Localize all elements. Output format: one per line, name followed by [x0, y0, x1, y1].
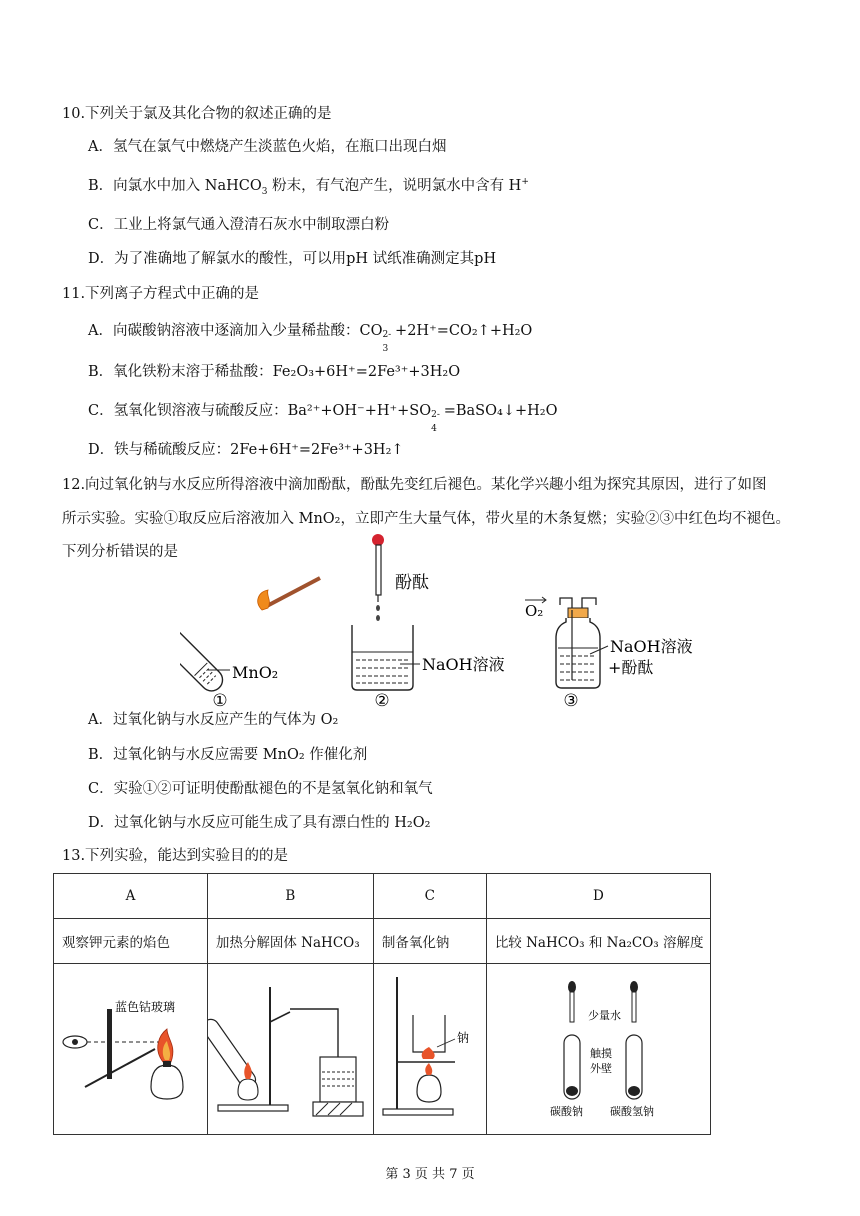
mno2-label: MnO₂: [232, 663, 279, 682]
apparatus-a: [54, 964, 208, 1135]
flame-test-icon: [55, 967, 205, 1127]
q11-stem: 11.下列离子方程式中正确的是: [62, 286, 260, 302]
q12-option-b: B．过氧化钠与水反应需要 MnO₂ 作催化剂: [88, 747, 368, 763]
q11-option-a: A．向碳酸钠溶液中逐滴加入少量稀盐酸：CO 2- 3 +2H⁺=CO₂↑+H₂O: [88, 323, 533, 354]
glowing-splint-icon: [258, 578, 320, 610]
q10-option-c: C．工业上将氯气通入澄清石灰水中制取漂白粉: [88, 217, 390, 233]
q12-stem-3: 下列分析错误的是: [62, 544, 178, 560]
purpose-c: 制备氧化钠: [373, 919, 486, 964]
phenolphthalein-label: 酚酞: [395, 573, 429, 593]
svg-text:碳酸氢钠: 碳酸氢钠: [610, 1105, 655, 1118]
purpose-a: 观察钾元素的焰色: [54, 919, 208, 964]
header-b: B: [207, 874, 373, 919]
q12-option-c: C．实验①②可证明使酚酞褪色的不是氢氧化钠和氧气: [88, 781, 433, 797]
q13-table: [53, 873, 711, 1135]
purpose-b: 加热分解固体 NaHCO₃: [207, 919, 373, 964]
o2-label: O₂: [525, 602, 544, 620]
header-d: D: [486, 874, 710, 919]
q10-option-d: D．为了准确地了解氯水的酸性，可以用pH 试纸准确测定其pH: [88, 251, 497, 267]
apparatus-b: [207, 964, 373, 1135]
svg-text:外壁: 外壁: [590, 1062, 613, 1075]
q11-option-c: C．氢氧化钡溶液与硫酸反应：Ba²⁺+OH⁻+H⁺+SO 2- 4 =BaSO₄↓+H₂O: [88, 403, 558, 434]
header-a: A: [54, 874, 208, 919]
q10-option-a: A．氢气在氯气中燃烧产生淡蓝色火焰，在瓶口出现白烟: [88, 139, 447, 155]
beaker-icon: [352, 625, 413, 690]
svg-text:触摸: 触摸: [590, 1047, 613, 1060]
apparatus-d: [486, 964, 710, 1135]
apparatus-c: [373, 964, 486, 1135]
q12-stem-2: 所示实验。实验①取反应后溶液加入 MnO₂，立即产生大量气体，带火星的木条复燃；实验②③中红色均不褪色。: [62, 511, 790, 527]
q11-option-d: D．铁与稀硫酸反应：2Fe+6H⁺=2Fe³⁺+3H₂↑: [88, 442, 404, 458]
header-c: C: [373, 874, 486, 919]
solubility-comparison-icon: [498, 967, 698, 1127]
svg-text:少量水: 少量水: [588, 1009, 622, 1022]
q13-stem: 13.下列实验，能达到实验目的的是: [62, 848, 289, 864]
experiment-2-number: ②: [374, 691, 390, 711]
dropper-icon: [372, 534, 384, 621]
svg-text:蓝色钴玻璃: 蓝色钴玻璃: [115, 1000, 176, 1014]
naoh-solution-label: NaOH溶液: [422, 655, 505, 674]
q10-option-b: B．向氯水中加入 NaHCO$_3$ 粉末，有气泡产生，说明氯水中含有 H+: [88, 177, 529, 197]
svg-text:碳酸钠: 碳酸钠: [550, 1105, 584, 1118]
q11-option-b: B．氧化铁粉末溶于稀盐酸：Fe₂O₃+6H⁺=2Fe³⁺+3H₂O: [88, 364, 461, 380]
q12-experiment-figure: [180, 530, 720, 715]
q12-option-d: D．过氧化钠与水反应可能生成了具有漂白性的 H₂O₂: [88, 815, 431, 831]
phenolphthalein-label-2: +酚酞: [608, 658, 654, 677]
sodium-oxide-apparatus-icon: [375, 967, 485, 1127]
experiment-3-number: ③: [563, 691, 579, 711]
page-footer: 第 3 页 共 7 页: [385, 1167, 475, 1182]
gas-washing-bottle-icon: [556, 598, 600, 688]
heating-decomposition-icon: [208, 967, 373, 1127]
naoh-solution-label-2: NaOH溶液: [610, 637, 693, 656]
test-tube-icon: [180, 615, 227, 696]
q12-option-a: A．过氧化钠与水反应产生的气体为 O₂: [88, 712, 339, 728]
q12-stem-1: 12.向过氧化钠与水反应所得溶液中滴加酚酞，酚酞先变红后褪色。某化学兴趣小组为探究其原因，进行了如图: [62, 477, 767, 493]
q10-stem: 10.下列关于氯及其化合物的叙述正确的是: [62, 106, 332, 122]
experiment-1-number: ①: [212, 691, 228, 711]
purpose-d: 比较 NaHCO₃ 和 Na₂CO₃ 溶解度: [486, 919, 710, 964]
svg-text:钠: 钠: [456, 1031, 469, 1045]
